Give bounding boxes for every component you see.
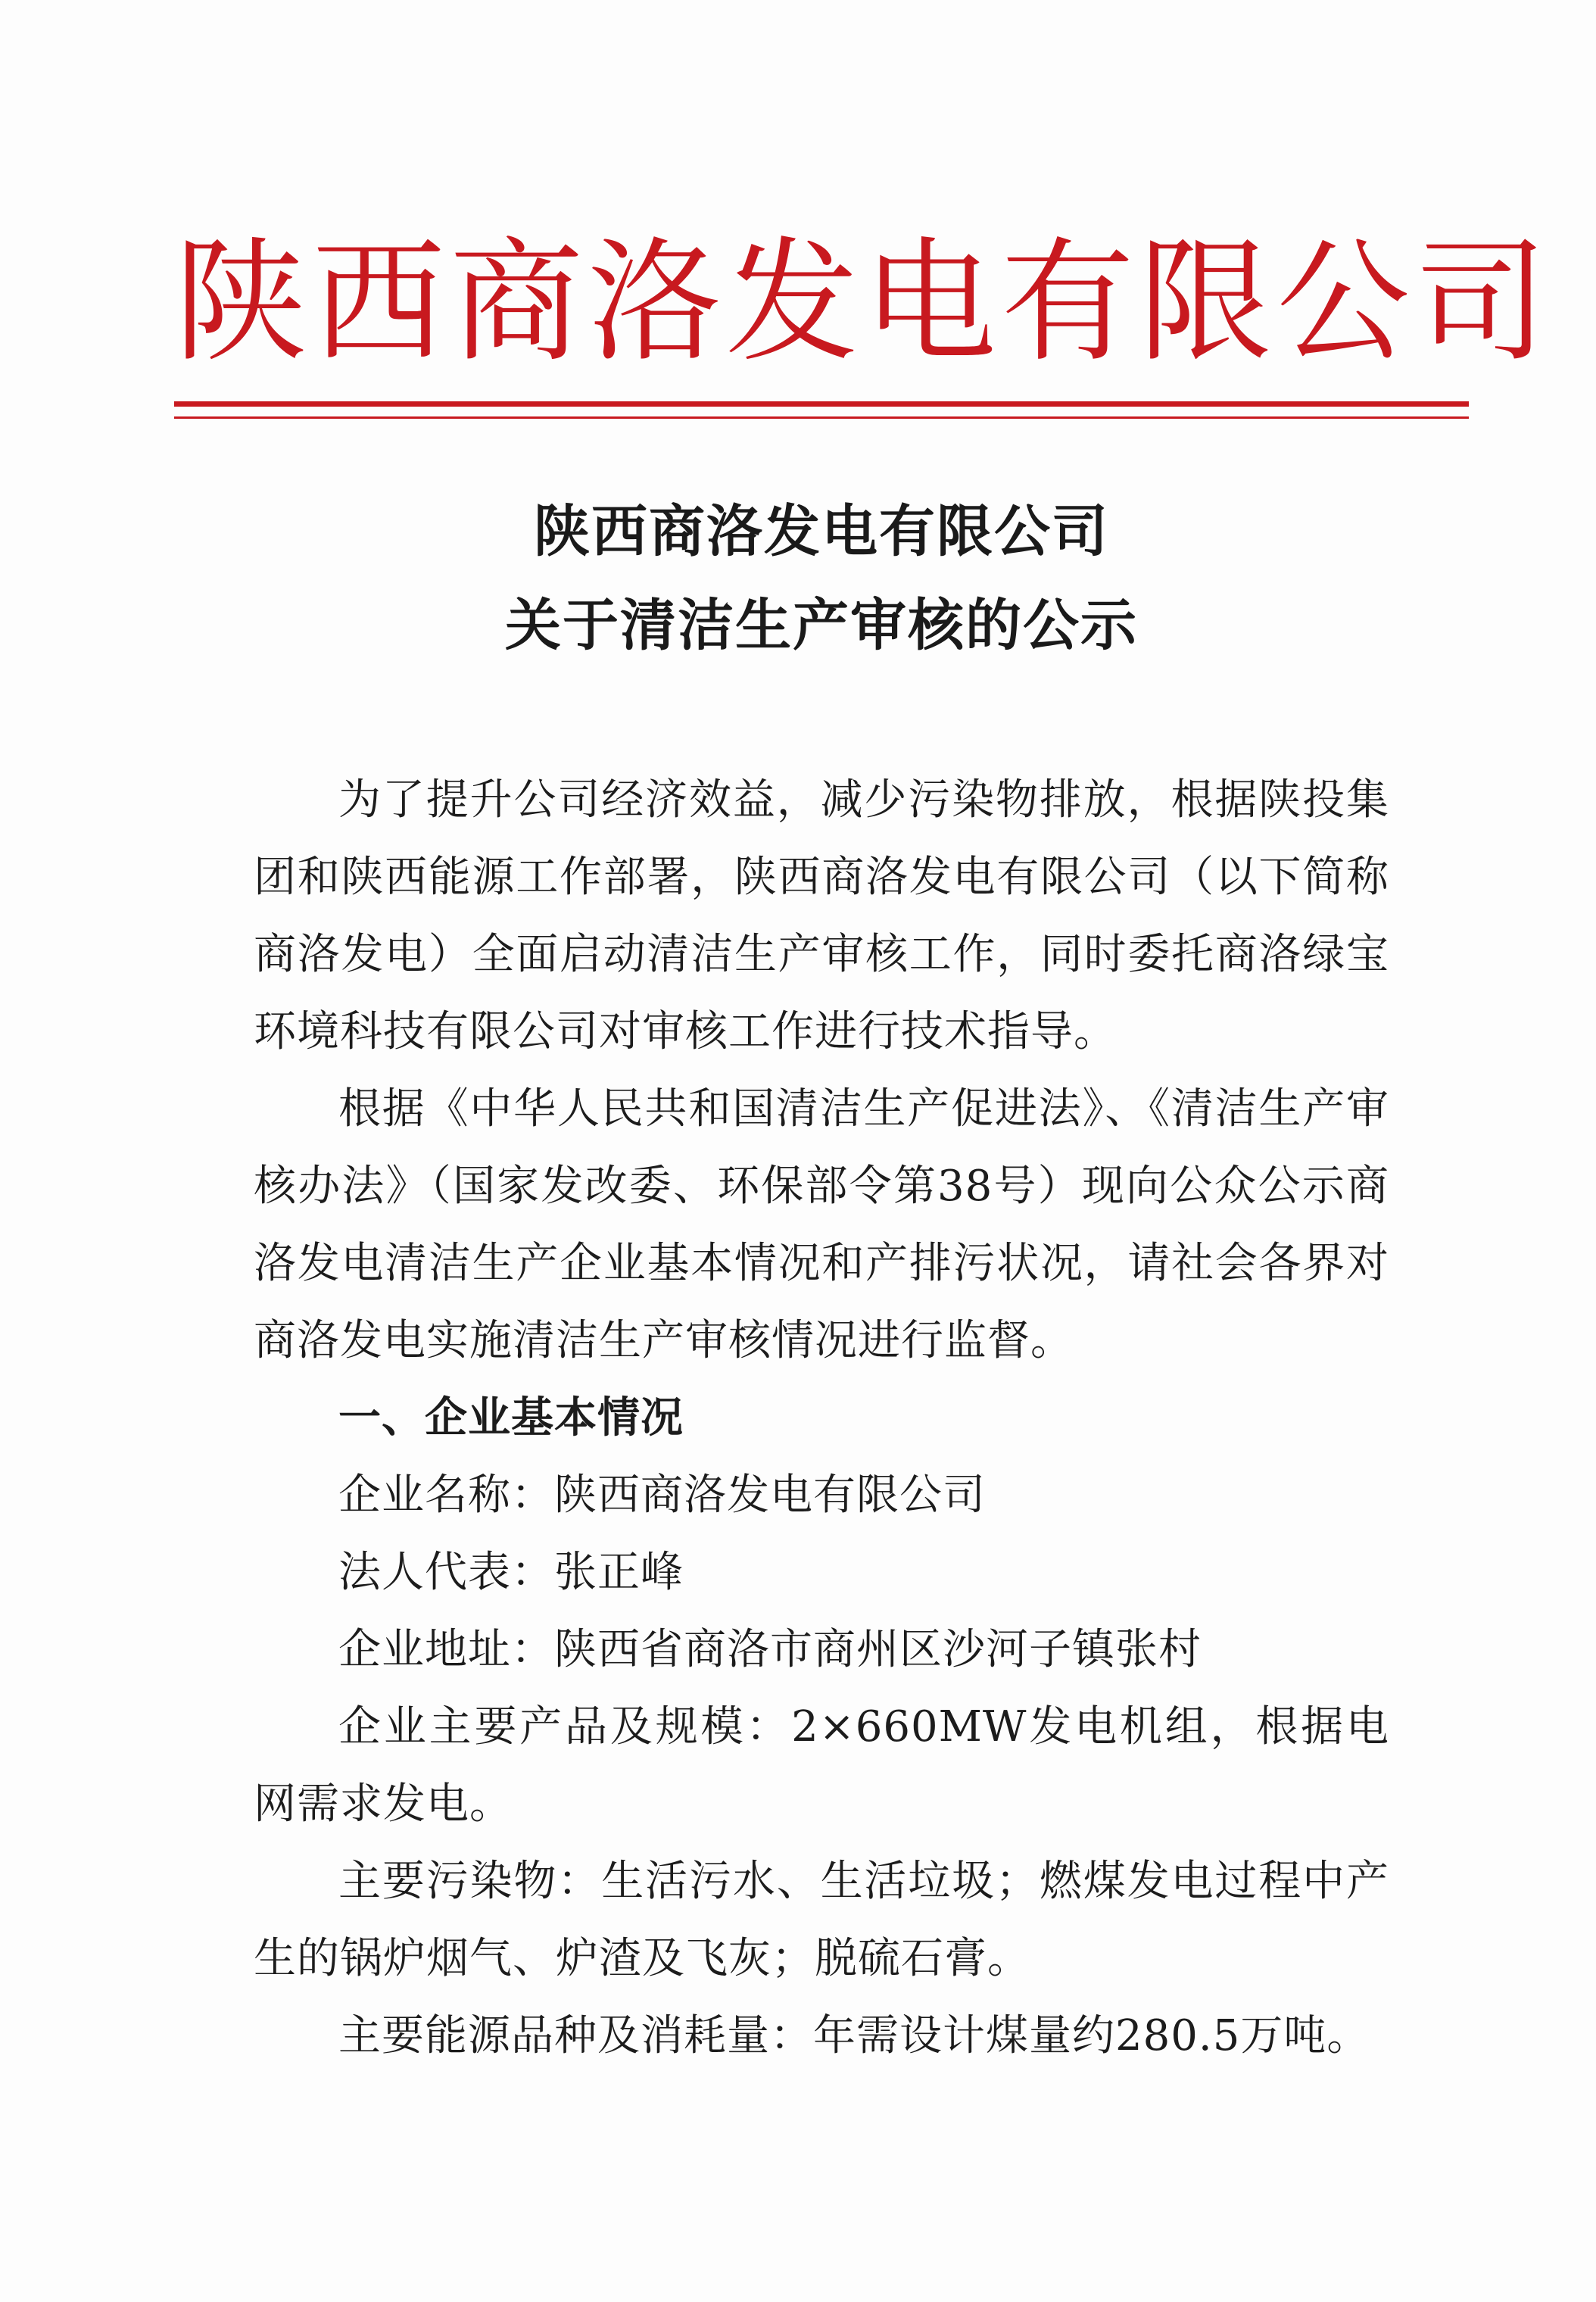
field-value: 陕西省商洛市商州区沙河子镇张村	[554, 1625, 1202, 1674]
section-heading-basic-info: 一、企业基本情况	[338, 1393, 684, 1443]
paragraph-energy-consumption: 主要能源品种及消耗量：年需设计煤量约280.5万吨。	[338, 2011, 1370, 2060]
title-line-2: 关于清洁生产审核的公示	[505, 593, 1138, 658]
field-company-address	[254, 1611, 1389, 1689]
field-value: 陕西商洛发电有限公司	[554, 1471, 986, 1520]
paragraph-main-pollutants: 主要污染物：生活污水、生活垃圾；燃煤发电过程中产生的锅炉烟气、炉渣及飞灰；脱硫石膏。	[254, 1857, 1389, 1983]
field-label: 企业地址：	[338, 1625, 554, 1674]
field-value: 张正峰	[554, 1548, 684, 1597]
paragraph-intro: 为了提升公司经济效益，减少污染物排放，根据陕投集团和陕西能源工作部署，陕西商洛发电有限公司（以下简称商洛发电）全面启动清洁生产审核工作，同时委托商洛绿宝环境科技有限公司对审核工作进行技术指导。	[254, 775, 1389, 1056]
field-label: 企业名称：	[338, 1471, 554, 1520]
field-label: 法人代表：	[338, 1548, 554, 1597]
document-body	[254, 762, 1389, 2075]
document-title	[174, 485, 1469, 672]
field-company-name	[254, 1457, 1389, 1534]
paragraph-legal-basis: 根据《中华人民共和国清洁生产促进法》、《清洁生产审核办法》（国家发改委、环保部令第38号）现向公众公示商洛发电清洁生产企业基本情况和产排污状况，请社会各界对商洛发电实施清洁生产审核情况进行监督。	[254, 1084, 1389, 1365]
paragraph-products-scale: 企业主要产品及规模：2×660MW发电机组，根据电网需求发电。	[254, 1702, 1389, 1829]
title-line-1: 陕西商洛发电有限公司	[534, 499, 1109, 564]
letterhead-company-name: 陕西商洛发电有限公司	[174, 225, 1553, 380]
letterhead-red-rule-thick	[174, 401, 1469, 407]
field-legal-representative	[254, 1534, 1389, 1611]
letterhead-red-rule-thin	[174, 416, 1469, 419]
